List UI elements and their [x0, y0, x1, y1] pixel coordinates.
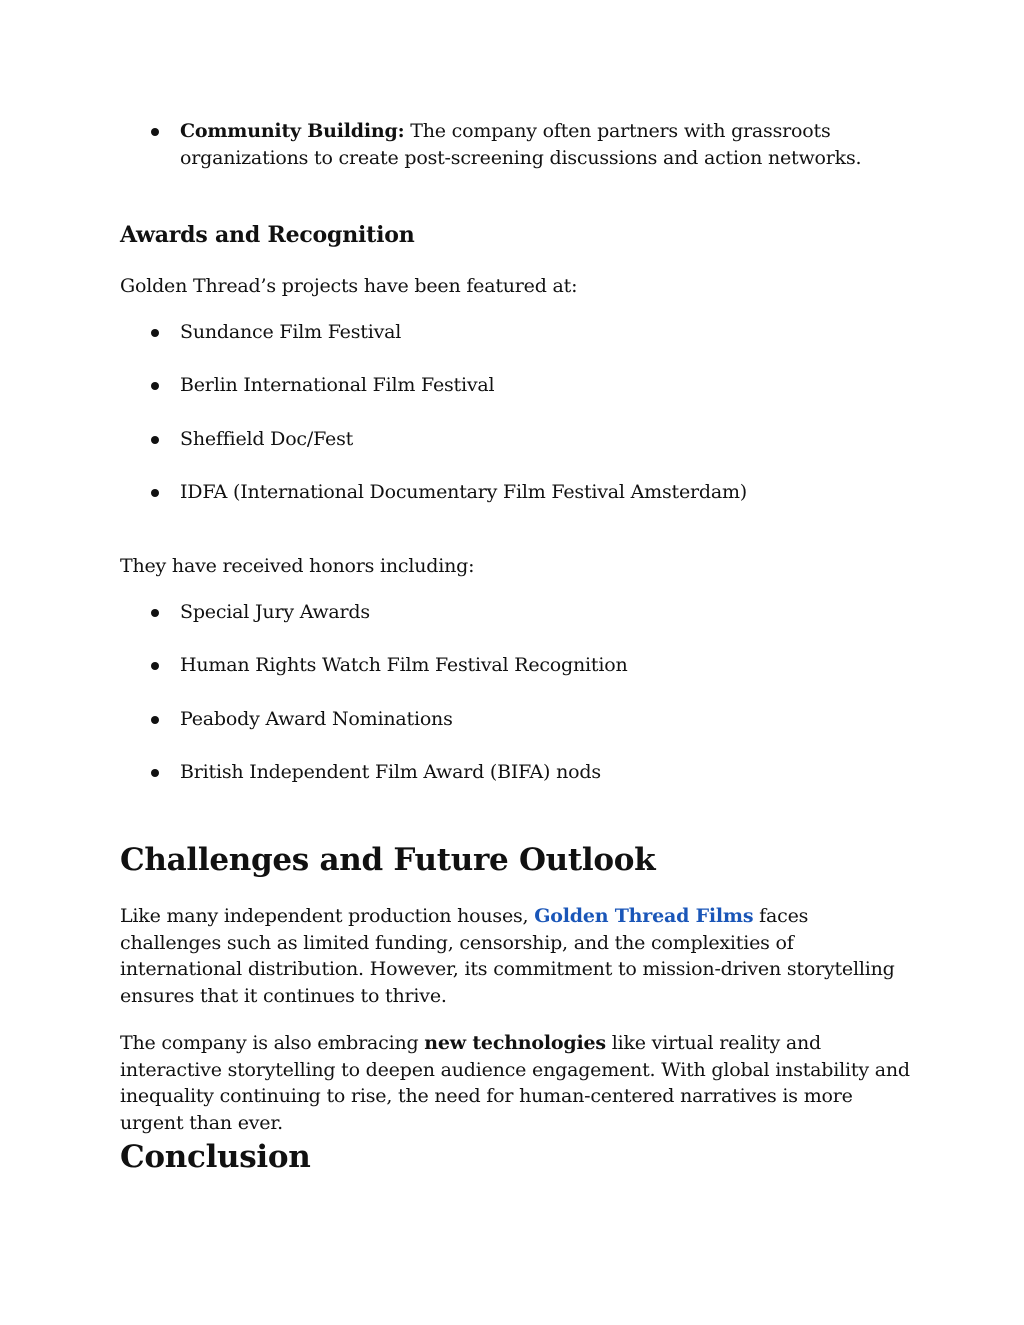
- list-item: [120, 652, 910, 705]
- list-item: [120, 426, 910, 479]
- challenges-p1-text-cont: faces challenges such as limited funding, censorship, and the complexities of international distribution. However, its commitment to mission-driven storytelling ensures that it continues to thrive.: [120, 905, 895, 1008]
- list-item: [120, 319, 910, 372]
- festival-list: [120, 319, 910, 532]
- festival-item: Sheffield Doc/Fest: [180, 427, 354, 450]
- bullet-icon: [151, 662, 159, 670]
- festival-item: IDFA (International Documentary Film Festival Amsterdam): [180, 480, 748, 503]
- honor-item: British Independent Film Award (BIFA) nods: [180, 760, 601, 783]
- challenges-p2-text-cont: like virtual reality and interactive storytelling to deepen audience engagement. With global instability and inequality continuing to rise, the need for human-centered narratives is more urgent than ever.: [120, 1032, 910, 1135]
- community-list: [120, 118, 910, 171]
- honor-item: Human Rights Watch Film Festival Recognition: [180, 654, 628, 677]
- bullet-icon: [151, 436, 159, 444]
- list-item: [120, 372, 910, 425]
- golden-thread-films-link[interactable]: Golden Thread Films: [534, 905, 754, 927]
- new-technologies-emphasis: new technologies: [424, 1032, 606, 1054]
- bullet-icon: [151, 489, 159, 497]
- bullet-icon: [151, 329, 159, 337]
- challenges-paragraph-1: [120, 903, 910, 1010]
- bullet-icon: [151, 128, 159, 136]
- bullet-icon: [151, 609, 159, 617]
- list-item: [120, 479, 910, 532]
- challenges-p1-text: Like many independent production houses,: [120, 905, 535, 927]
- list-item: [120, 706, 910, 759]
- bullet-icon: [151, 382, 159, 390]
- awards-intro: Golden Thread’s projects have been featured at:: [120, 275, 578, 297]
- bullet-icon: [151, 716, 159, 724]
- challenges-paragraph-2: [120, 1030, 910, 1137]
- community-text: The company often partners with grassroots organizations to create post-screening discussions and action networks.: [180, 120, 862, 169]
- list-item: [120, 118, 910, 171]
- festival-item: Berlin International Film Festival: [180, 374, 495, 397]
- challenges-p2-text: The company is also embracing: [120, 1032, 425, 1054]
- festival-item: Sundance Film Festival: [180, 321, 402, 343]
- honors-list: [120, 599, 910, 812]
- honors-intro: They have received honors including:: [120, 555, 475, 577]
- bullet-icon: [151, 769, 159, 777]
- list-item: [120, 599, 910, 652]
- conclusion-heading: Conclusion: [120, 1139, 311, 1175]
- honor-item: Peabody Award Nominations: [180, 707, 453, 730]
- community-label: Community Building:: [180, 120, 405, 142]
- challenges-heading: Challenges and Future Outlook: [120, 842, 656, 878]
- list-item: [120, 759, 910, 812]
- honor-item: Special Jury Awards: [180, 601, 370, 623]
- awards-heading: Awards and Recognition: [120, 222, 415, 248]
